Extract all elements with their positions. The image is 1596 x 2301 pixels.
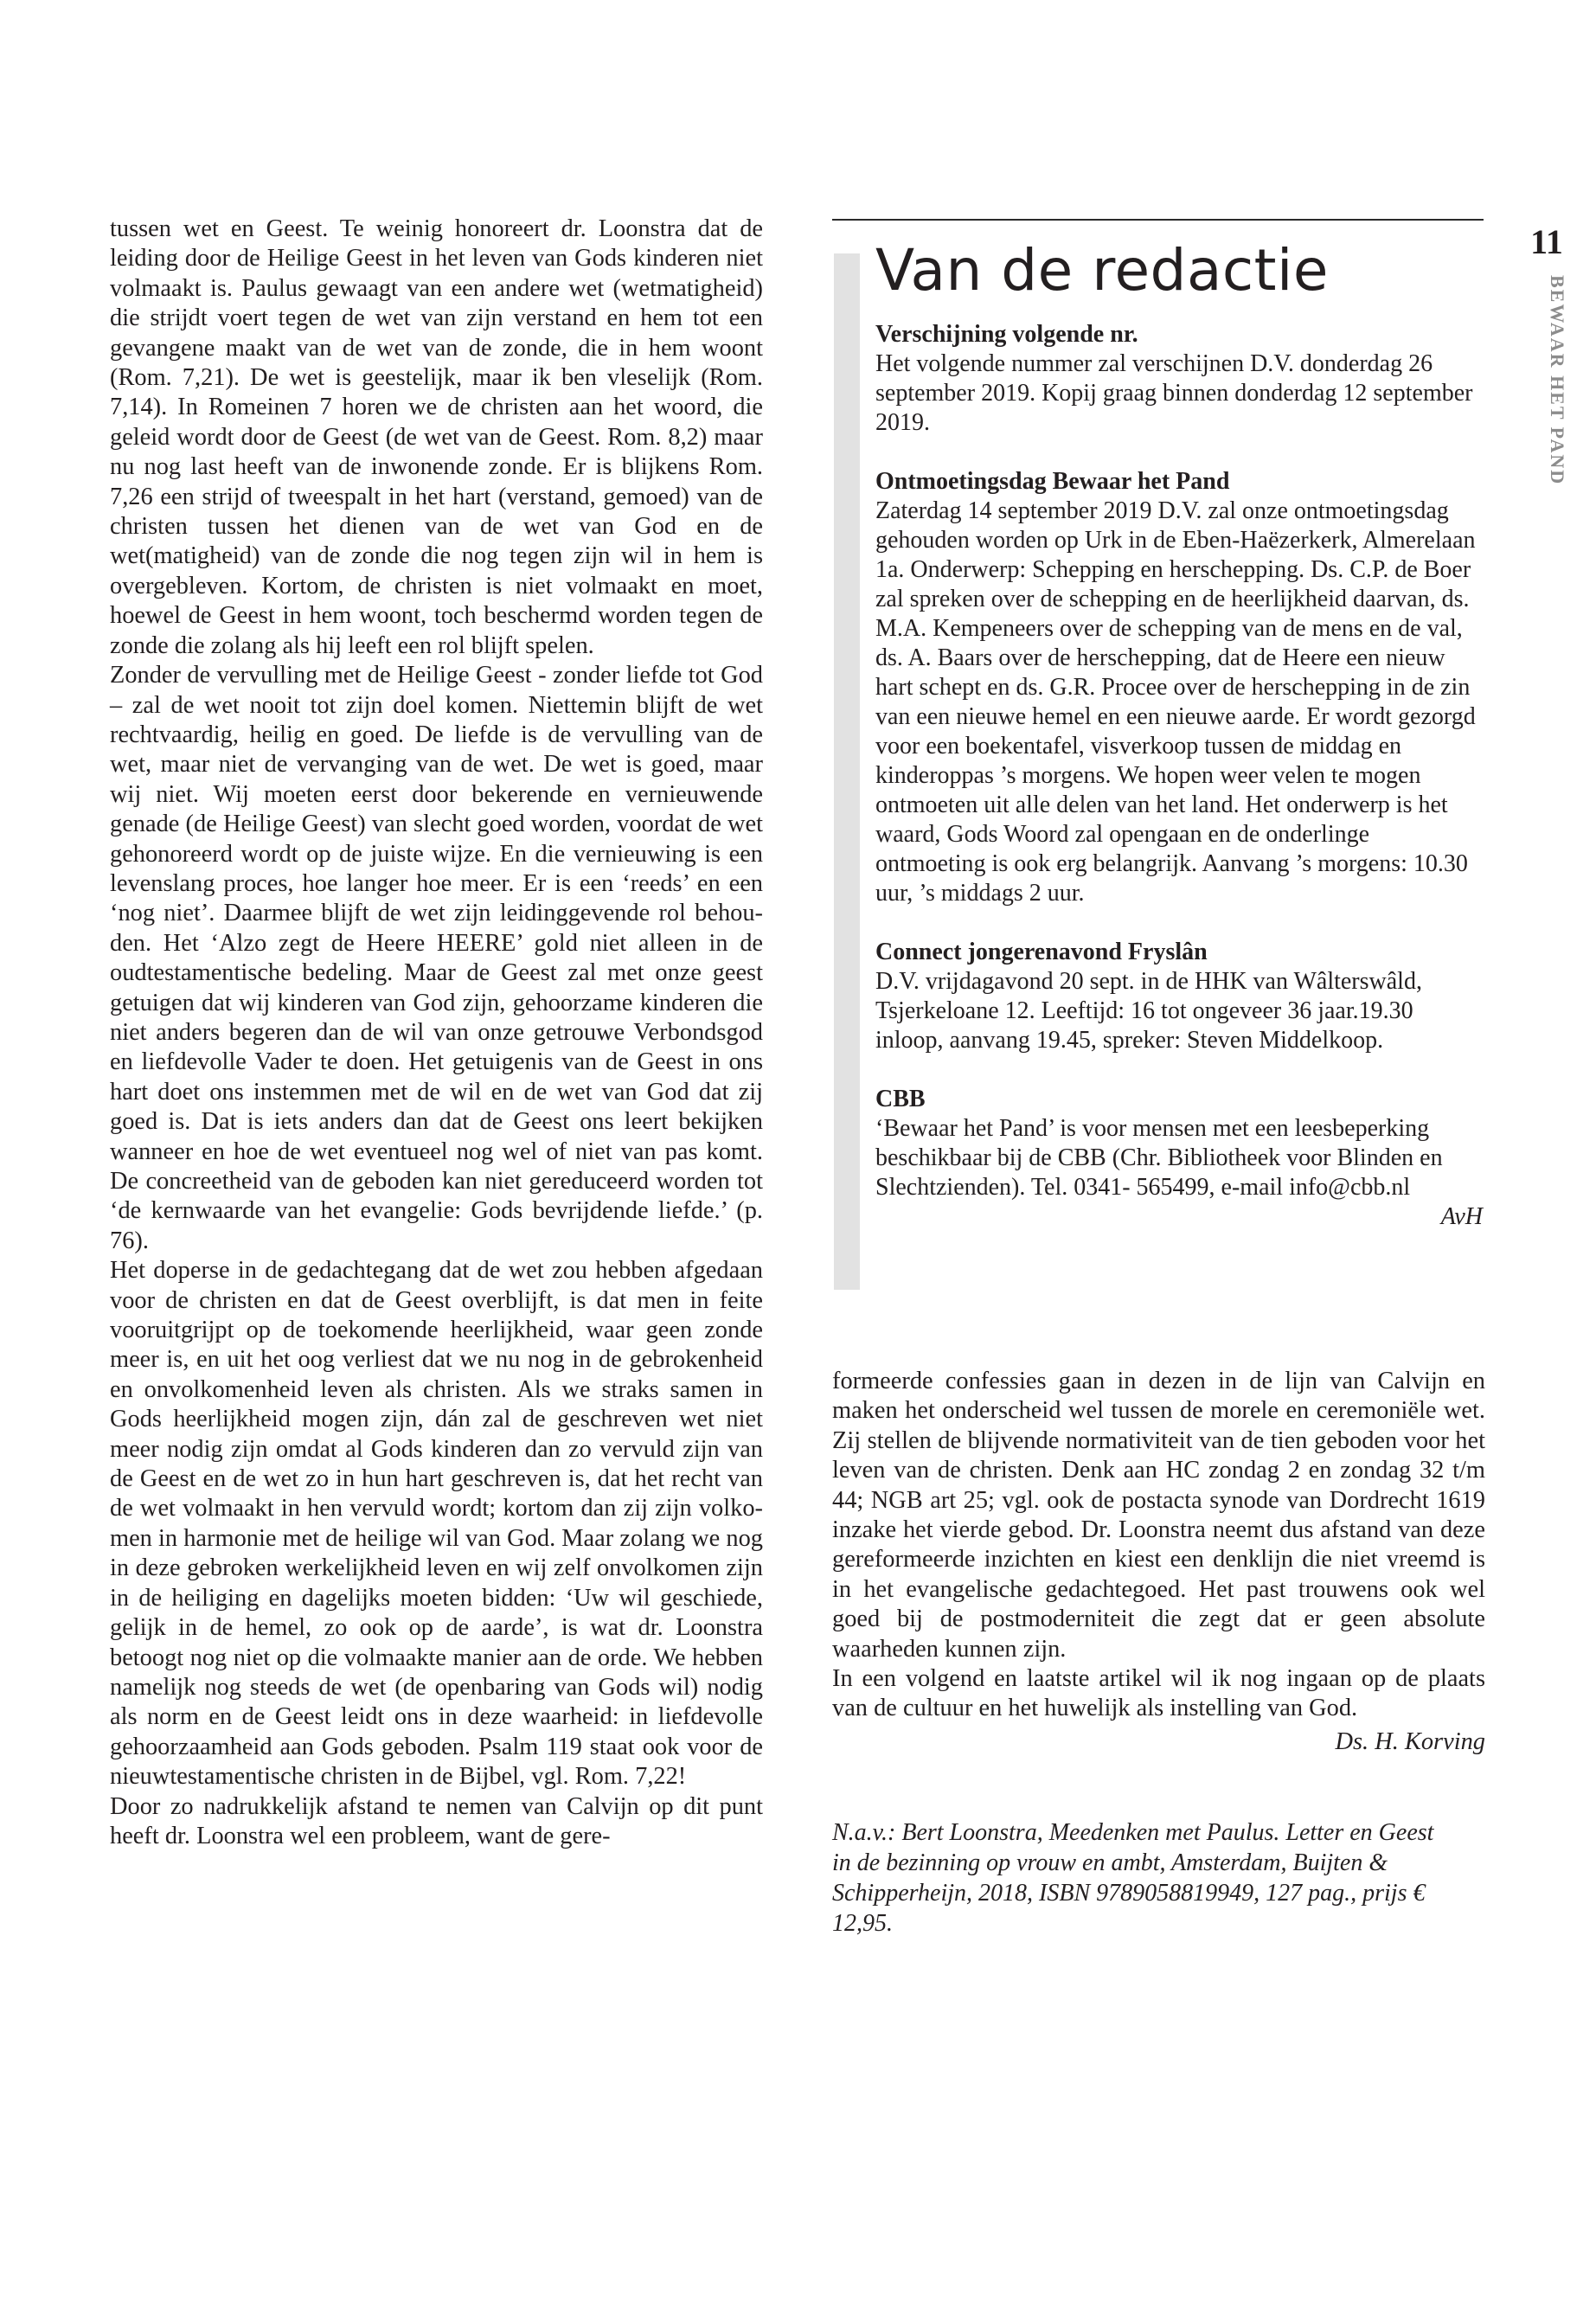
redactie-item-heading: Connect jongerenavond Fryslân bbox=[875, 939, 1208, 965]
article-paragraph: Door zo nadrukkelijk afstand te nemen van Calvijn op dit punt heeft dr. Loonstra wel een probleem, want de gere- bbox=[110, 1792, 763, 1849]
redactie-item-body: Het volgende nummer zal verschijnen D.V. donderdag 26 september 2019. Kopij graag binnen donderdag 12 september 2019. bbox=[875, 350, 1473, 436]
redactie-item bbox=[875, 938, 1483, 1055]
page-number: 11 bbox=[1530, 222, 1563, 261]
redactie-item bbox=[875, 1085, 1483, 1202]
article-right-column bbox=[832, 1367, 1485, 1939]
redactie-item-body: Zaterdag 14 september 2019 D.V. zal onze ontmoetingsdag gehouden worden op Urk in de Eben-Haëzerkerk, Almerelaan 1a. Onderwerp: Schepping en herschepping. Ds. C.P. de Boer zal spreken over de schepping en de heerlijkheid daarvan, ds. M.A. Kempeneers over de schepping van de mens en de val, ds. A. Baars over de herschepping, dat de Heere een nieuw hart schept en ds. G.R. Procee over de herschepping in de zin van een nieuwe hemel en een nieuwe aarde. Er wordt gezorgd voor een boekentafel, visverkoop tussen de middag en kinderoppas ’s morgens. We hopen weer velen te mogen ontmoeten uit alle delen van het land. Het onderwerp is het waard, Gods Woord zal opengaan en de onderlinge ontmoeting is ook erg belangrijk. Aanvang ’s morgens: 10.30 uur, ’s middags 2 uur. bbox=[875, 497, 1476, 907]
redactie-item bbox=[875, 320, 1483, 438]
redactie-side-bar bbox=[834, 253, 860, 1290]
article-paragraph: formeerde confessies gaan in dezen in de lijn van Calvijn en maken het onderscheid wel tussen de morele en ceremoniële wet. Zij stellen de blijvende normativiteit van de tien geboden voor het leven van de christen. Denk aan HC zondag 2 en zondag 32 t/m 44; NGB art 25; vgl. ook de postacta synode van Dordrecht 1619 inzake het vierde gebod. Dr. Loonstra neemt dus afstand van deze gereformeerde inzichten en kiest een denklijn die niet vreemd is in het evangelische gedachtegoed. Het past trouwens ook wel goed bij de postmoderniteit die zegt dat er geen absolute waarheden kunnen zijn. bbox=[832, 1368, 1485, 1663]
article-author: Ds. H. Korving bbox=[1335, 1727, 1485, 1755]
running-head: BEWAAR HET PAND bbox=[1547, 275, 1568, 486]
redactie-item-body: D.V. vrijdagavond 20 sept. in de HHK van Wâlterswâld, Tsjerkeloane 12. Leeftijd: 16 tot ongeveer 36 jaar.19.30 inloop, aanvang 19.45, spreker: Steven Middelkoop. bbox=[875, 968, 1422, 1054]
redactie-item-heading: Ontmoetingsdag Bewaar het Pand bbox=[875, 468, 1230, 495]
article-paragraph: In een volgend en laatste artikel wil ik nog ingaan op de plaats van de cultuur en het huwelijk als instelling van God. bbox=[832, 1665, 1485, 1722]
redactie-item-heading: Verschijning volgende nr. bbox=[875, 321, 1138, 348]
redactie-item-body: ‘Bewaar het Pand’ is voor mensen met een leesbeperking beschikbaar bij de CBB (Chr. Bibliotheek voor Blinden en Slechtzienden). Tel. 0341- 565499, e-mail info@cbb.nl bbox=[875, 1115, 1443, 1201]
article-paragraph: tussen wet en Geest. Te weinig honoreert dr. Loonstra dat de leiding door de Heilige Geest in het leven van Gods kinderen niet volmaakt is. Paulus gewaagt van een andere wet (wetmatigheid) die strijdt voert tegen de wet van zijn verstand en hem tot een gevangene maakt van de wet van de zonde, die in hem woont (Rom. 7,21). De wet is geestelijk, maar ik ben vleselijk (Rom. 7,14). In Romeinen 7 horen we de christen aan het woord, die geleid wordt door de Geest (de wet van de Geest. Rom. 8,2) maar nu nog last heeft van de inwonende zonde. Er is blijkens Rom. 7,26 een strijd of tweespalt in het hart (verstand, gemoed) van de christen tussen het dienen van de wet van God en de wet(matigheid) van de zonde die nog tegen zijn wil in hem is overgebleven. Kortom, de christen is niet volmaakt en moet, hoewel de Geest in hem woont, toch beschermd worden tegen de zonde die zolang als hij leeft een rol blijft spelen. bbox=[110, 215, 763, 659]
redactie-title: Van de redactie bbox=[875, 237, 1329, 304]
article-paragraph: Het doperse in de gedachtegang dat de wet zou hebben afgedaan voor de christen en dat de Geest overblijft, is dat men in feite vooruitgrijpt op de toekomende heerlijkheid, waar geen zonde meer is, en uit het oog verliest dat we nu nog in de gebrokenheid en onvolkomenheid leven als christen. Als we straks samen in Gods heerlijkheid mogen zijn, dán zal de geschreven wet niet meer nodig zijn omdat al Gods kinderen dan zo vervuld zijn van de Geest en de wet zo in hun hart geschreven is, dat het recht van de wet volmaakt in hen vervuld wordt; kortom dan zij zijn volkomen in harmonie met de heilige wil van God. Maar zolang we nog in deze gebroken werkelijkheid leven en wij zelf onvolkomen zijn in de heiliging en dagelijks moeten bidden: ‘Uw wil geschiede, gelijk in de hemel, zo ook op de aarde’, is wat dr. Loonstra betoogt nog niet op die volmaakte manier aan de orde. We hebben namelijk nog steeds de wet (de openbaring van Gods wil) nodig als norm en de Geest leidt ons in deze waarheid: in liefdevolle gehoorzaamheid aan Gods geboden. Psalm 119 staat ook voor de nieuwtestamentische christen in de Bijbel, vgl. Rom. 7,22! bbox=[110, 1257, 763, 1791]
article-left-column bbox=[110, 215, 763, 1851]
redactie-item bbox=[875, 467, 1483, 908]
redactie-signature: AvH bbox=[1440, 1203, 1483, 1230]
top-divider bbox=[832, 219, 1484, 221]
redactie-item-heading: CBB bbox=[875, 1086, 926, 1112]
article-paragraph: Zonder de vervulling met de Heilige Geest - zonder liefde tot God – zal de wet nooit tot zijn doel komen. Niettemin blijft de wet rechtvaardig, heilig en goed. De liefde is de vervulling van de wet, maar niet de vervanging van de wet. De wet is goed, maar wij niet. Wij moeten eerst door bekerende en vernieuwende genade (de Heilige Geest) van slecht goed worden, voordat de wet gehonoreerd wordt op de juiste wijze. En die vernieuwing is een levenslang proces, hoe langer hoe meer. Er is een ‘reeds’ en een ‘nog niet’. Daarmee blijft de wet zijn leidinggevende rol behouden. Het ‘Alzo zegt de Heere HEERE’ gold niet alleen in de oudtestamentische bedeling. Maar de Geest zal met onze geest getuigen dat wij kinderen van God zijn, gehoorzame kinderen die niet anders begeren dan de wil van onze getrouwe Verbondsgod en liefdevolle Vader te doen. Het getuigenis van de Geest in ons hart doet ons instemmen met de wil en de wet van God dat zij goed is. Dat is iets anders dan dat de Geest ons leert bekijken wanneer en hoe de wet eventueel nog wel of niet van pas komt. De concreetheid van de geboden kan niet gereduceerd worden tot ‘de kernwaarde van het evangelie: Gods bevrijdende liefde.’ (p. 76). bbox=[110, 662, 763, 1254]
book-source-note: N.a.v.: Bert Loonstra, Meedenken met Paulus. Letter en Geest in de bezinning op vrouw en ambt, Amsterdam, Buijten & Schipperheijn, 2018, ISBN 9789058819949, 127 pag., prijs € 12,95. bbox=[832, 1819, 1434, 1938]
redactie-box bbox=[875, 235, 1483, 1232]
